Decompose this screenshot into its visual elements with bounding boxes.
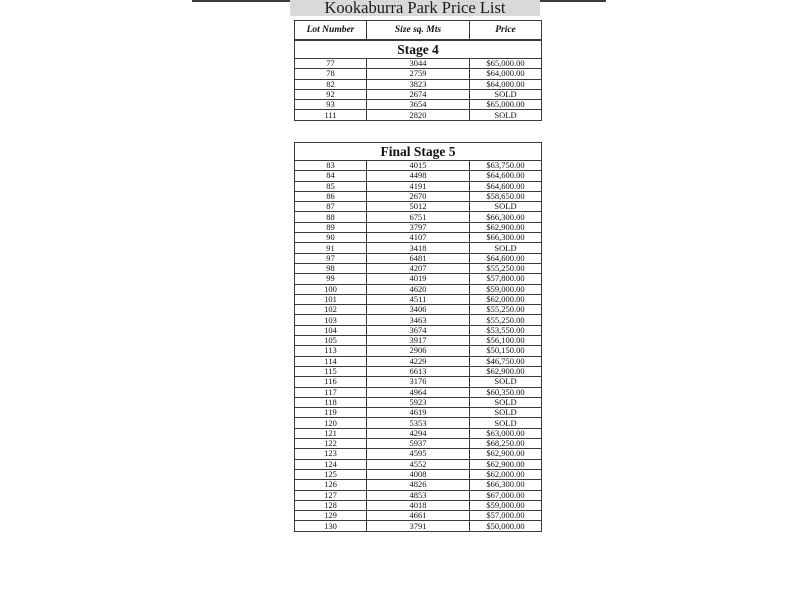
lot-number-cell: 120 [295,418,367,428]
table-row [295,274,542,284]
lot-number-cell: 91 [295,243,367,253]
size-cell: 4661 [367,511,470,521]
price-cell: $66,300.00 [470,480,542,490]
size-cell: 4018 [367,500,470,510]
price-cell: $53,550.00 [470,325,542,335]
price-cell: $57,800.00 [470,274,542,284]
price-cell: $50,150.00 [470,346,542,356]
lot-number-cell: 97 [295,253,367,263]
table-row [295,418,542,428]
lot-number-cell: 114 [295,356,367,366]
price-cell: $63,750.00 [470,161,542,171]
size-cell: 4008 [367,469,470,479]
price-cell: $55,250.00 [470,305,542,315]
table-row [295,222,542,232]
size-cell: 3791 [367,521,470,531]
lot-number-cell: 111 [295,110,367,120]
lot-number-cell: 116 [295,377,367,387]
lot-number-cell: 103 [295,315,367,325]
lot-number-cell: 118 [295,397,367,407]
price-cell: $62,000.00 [470,294,542,304]
lot-number-cell: 98 [295,263,367,273]
stage-heading: Final Stage 5 [295,143,542,161]
header-size: Size sq. Mts [367,21,470,40]
lot-number-cell: 117 [295,387,367,397]
lot-number-cell: 124 [295,459,367,469]
size-cell: 4229 [367,356,470,366]
table-row [295,315,542,325]
table-row [295,161,542,171]
size-cell: 4964 [367,387,470,397]
price-cell: SOLD [470,243,542,253]
lot-number-cell: 127 [295,490,367,500]
size-cell: 4826 [367,480,470,490]
table-row [295,191,542,201]
table-row [295,439,542,449]
size-cell: 4498 [367,171,470,181]
lot-number-cell: 105 [295,336,367,346]
table-row [295,305,542,315]
table-row [295,336,542,346]
lot-number-cell: 92 [295,89,367,99]
lot-number-cell: 85 [295,181,367,191]
price-cell: $56,100.00 [470,336,542,346]
size-cell: 3917 [367,336,470,346]
table-row [295,428,542,438]
lot-number-cell: 88 [295,212,367,222]
table-row [295,459,542,469]
lot-number-cell: 122 [295,439,367,449]
size-cell: 4294 [367,428,470,438]
size-cell: 3674 [367,325,470,335]
size-cell: 2759 [367,69,470,79]
table-row [295,263,542,273]
lot-number-cell: 87 [295,202,367,212]
table-row [295,69,542,79]
price-cell: SOLD [470,89,542,99]
price-cell: SOLD [470,418,542,428]
size-cell: 3823 [367,79,470,89]
lot-number-cell: 125 [295,469,367,479]
price-cell: $55,250.00 [470,263,542,273]
price-cell: $64,000.00 [470,69,542,79]
size-cell: 5012 [367,202,470,212]
table-row [295,89,542,99]
size-cell: 6481 [367,253,470,263]
price-cell: $67,000.00 [470,490,542,500]
table-row [295,469,542,479]
header-price: Price [470,21,542,40]
table-row [295,490,542,500]
table-row [295,59,542,69]
lot-number-cell: 77 [295,59,367,69]
stage-4-table [294,40,542,121]
page-title: Kookaburra Park Price List [290,0,540,16]
size-cell: 4620 [367,284,470,294]
price-cell: $62,000.00 [470,469,542,479]
size-cell: 4019 [367,274,470,284]
table-row [295,346,542,356]
size-cell: 3654 [367,100,470,110]
lot-number-cell: 99 [295,274,367,284]
size-cell: 6751 [367,212,470,222]
lot-number-cell: 119 [295,408,367,418]
size-cell: 3406 [367,305,470,315]
lot-number-cell: 90 [295,233,367,243]
size-cell: 5923 [367,397,470,407]
price-cell: $46,750.00 [470,356,542,366]
price-cell: $55,250.00 [470,315,542,325]
table-row [295,500,542,510]
table-row [295,100,542,110]
size-cell: 3463 [367,315,470,325]
price-cell: $64,600.00 [470,253,542,263]
lot-number-cell: 123 [295,449,367,459]
table-row [295,181,542,191]
lot-number-cell: 128 [295,500,367,510]
price-cell: $50,000.00 [470,521,542,531]
size-cell: 5937 [367,439,470,449]
size-cell: 6613 [367,366,470,376]
table-row [295,521,542,531]
table-row [295,356,542,366]
lot-number-cell: 84 [295,171,367,181]
table-row [295,480,542,490]
price-cell: $65,000.00 [470,59,542,69]
table-row [295,79,542,89]
price-cell: $66,300.00 [470,233,542,243]
column-header-table [294,20,542,40]
stage-heading: Stage 4 [295,41,542,59]
price-cell: $68,250.00 [470,439,542,449]
size-cell: 4015 [367,161,470,171]
size-cell: 2674 [367,89,470,99]
table-row [295,243,542,253]
lot-number-cell: 83 [295,161,367,171]
price-cell: $62,900.00 [470,366,542,376]
size-cell: 5353 [367,418,470,428]
table-row [295,233,542,243]
table-row [295,171,542,181]
size-cell: 2670 [367,191,470,201]
table-row [295,294,542,304]
table-row [295,110,542,120]
price-cell: $66,300.00 [470,212,542,222]
size-cell: 3797 [367,222,470,232]
table-row [295,253,542,263]
price-cell: $64,600.00 [470,171,542,181]
table-row [295,377,542,387]
size-cell: 2906 [367,346,470,356]
table-row [295,511,542,521]
lot-number-cell: 113 [295,346,367,356]
price-cell: $64,000.00 [470,79,542,89]
price-cell: SOLD [470,408,542,418]
table-row [295,397,542,407]
lot-number-cell: 101 [295,294,367,304]
lot-number-cell: 121 [295,428,367,438]
lot-number-cell: 126 [295,480,367,490]
price-cell: $59,000.00 [470,284,542,294]
size-cell: 4552 [367,459,470,469]
price-cell: SOLD [470,110,542,120]
size-cell: 4595 [367,449,470,459]
lot-number-cell: 93 [295,100,367,110]
table-row [295,202,542,212]
header-lot-number: Lot Number [295,21,367,40]
lot-number-cell: 130 [295,521,367,531]
price-cell: $58,650.00 [470,191,542,201]
price-cell: SOLD [470,202,542,212]
lot-number-cell: 129 [295,511,367,521]
lot-number-cell: 86 [295,191,367,201]
size-cell: 4107 [367,233,470,243]
price-cell: $57,000.00 [470,511,542,521]
size-cell: 3418 [367,243,470,253]
table-row [295,408,542,418]
size-cell: 4207 [367,263,470,273]
price-cell: $62,900.00 [470,449,542,459]
table-row [295,284,542,294]
price-cell: SOLD [470,397,542,407]
lot-number-cell: 115 [295,366,367,376]
size-cell: 2820 [367,110,470,120]
table-row [295,325,542,335]
size-cell: 3176 [367,377,470,387]
price-cell: $62,900.00 [470,222,542,232]
price-cell: $64,600.00 [470,181,542,191]
lot-number-cell: 104 [295,325,367,335]
lot-number-cell: 100 [295,284,367,294]
price-cell: $60,350.00 [470,387,542,397]
lot-number-cell: 82 [295,79,367,89]
lot-number-cell: 78 [295,69,367,79]
table-row [295,449,542,459]
table-row [295,387,542,397]
size-cell: 4853 [367,490,470,500]
lot-number-cell: 102 [295,305,367,315]
lot-number-cell: 89 [295,222,367,232]
price-cell: $59,000.00 [470,500,542,510]
price-cell: SOLD [470,377,542,387]
size-cell: 4511 [367,294,470,304]
table-row [295,366,542,376]
size-cell: 4191 [367,181,470,191]
size-cell: 3044 [367,59,470,69]
stage-5-table [294,142,542,532]
table-row [295,212,542,222]
price-cell: $65,000.00 [470,100,542,110]
price-cell: $62,900.00 [470,459,542,469]
price-cell: $63,000.00 [470,428,542,438]
size-cell: 4619 [367,408,470,418]
